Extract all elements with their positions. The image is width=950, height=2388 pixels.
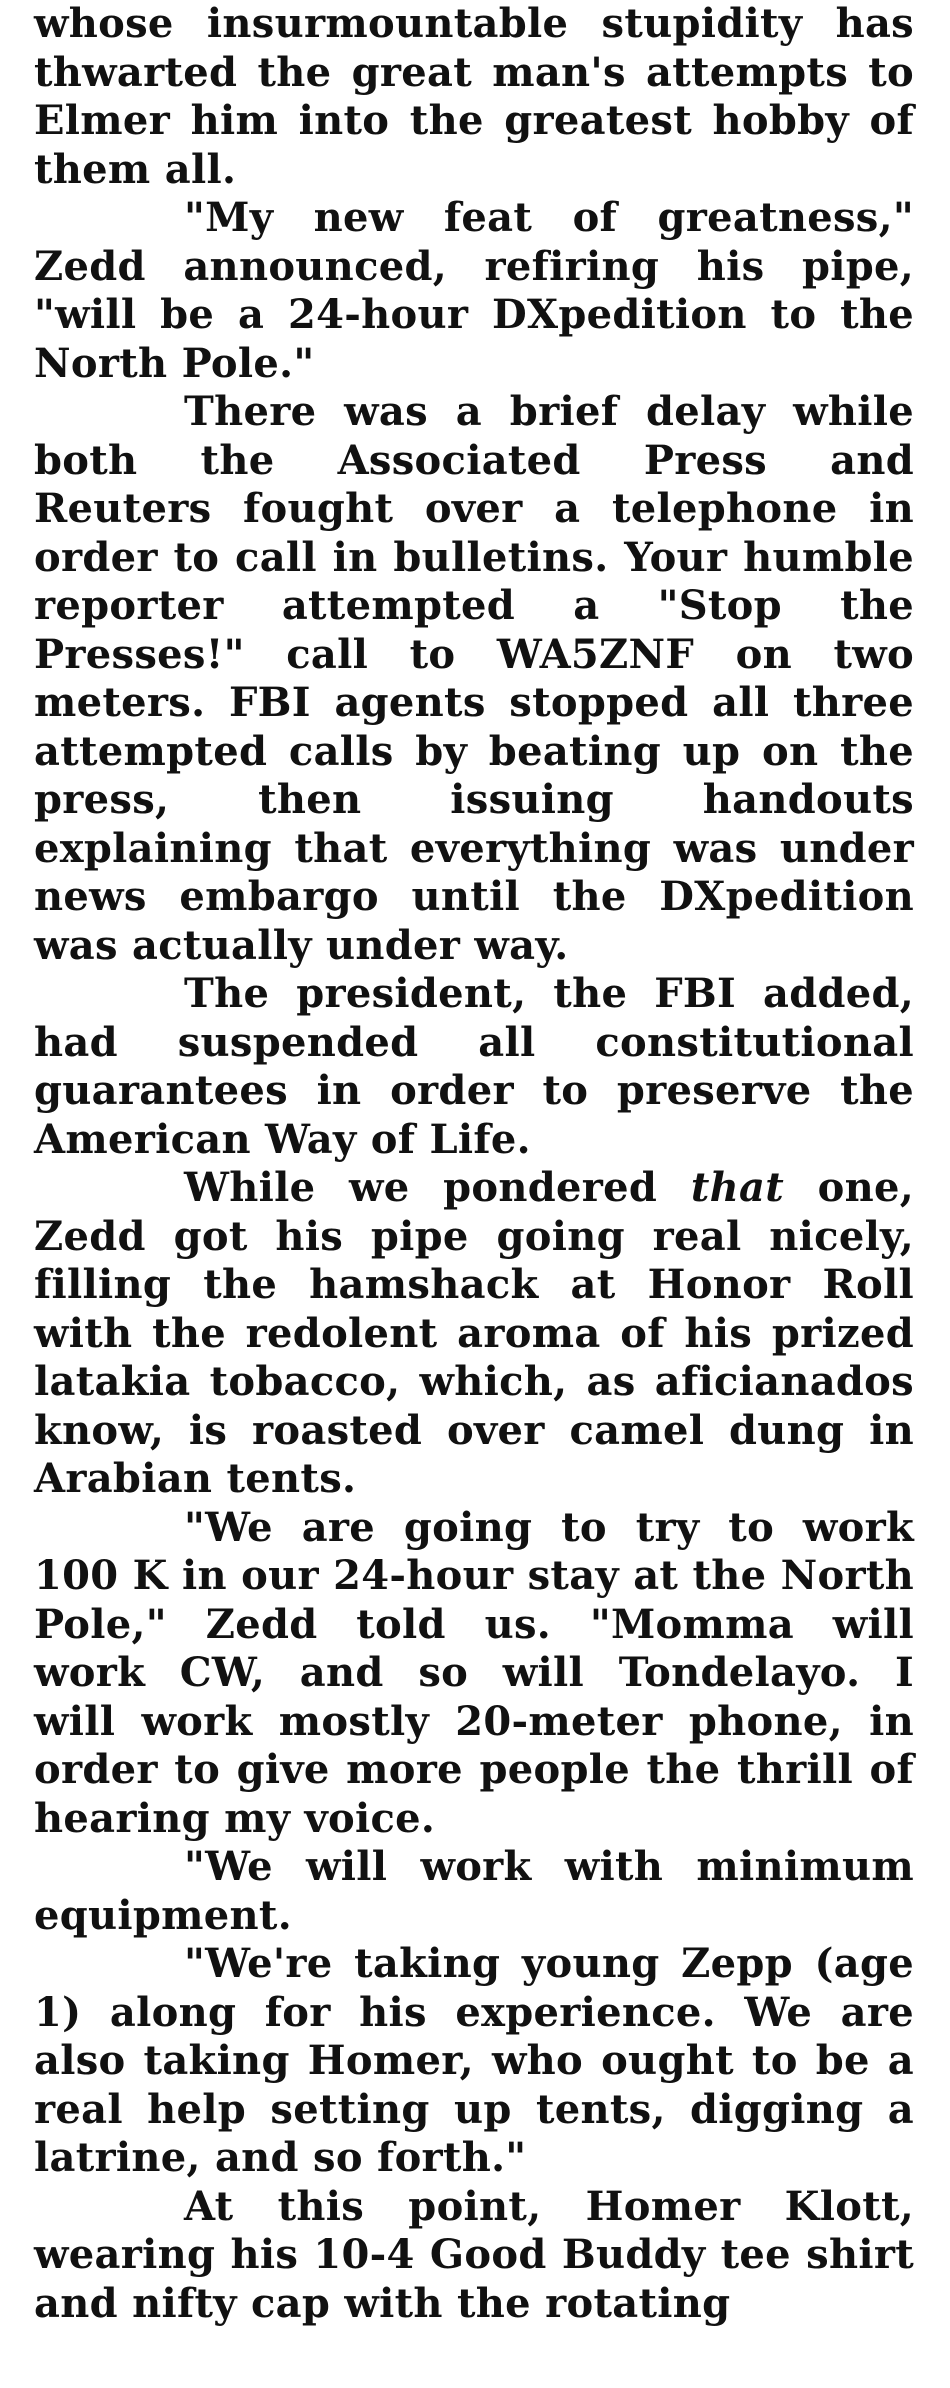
italic-word: that [690,1164,785,1211]
paragraph [34,2183,914,2329]
text-line: hearing my voice. [34,1794,436,1842]
text-line: and nifty cap with the rotating [34,2279,731,2327]
text-line: North Pole." [34,339,315,387]
text-line: "We're taking young Zepp (age [184,1940,914,1987]
text-line: Presses!" call to WA5ZNF on two [34,630,914,678]
text-line: whose insurmountable stupidity has [34,0,914,47]
text-line: Reuters fought over a telephone in [34,485,914,532]
text-line: The president, the FBI added, [184,970,914,1017]
paragraph [34,0,914,194]
text-line: "We are going to try to work [184,1503,914,1551]
text-line: latakia tobacco, which, as aficianados [34,1358,914,1405]
text-line: meters. FBI agents stopped all three [34,679,914,726]
text-line: order to call in bulletins. Your humble [34,533,914,581]
text-line: will work mostly 20-meter phone, in [34,1697,914,1745]
text-run: one, [784,1164,915,1211]
text-line: reporter attempted a "Stop the [34,582,914,629]
text-line: know, is roasted over camel dung in [34,1406,914,1454]
text-line: explaining that everything was under [34,824,914,872]
text-line: equipment. [34,1891,292,1939]
text-line: guarantees in order to preserve the [34,1067,914,1114]
text-line: filling the hamshack at Honor Roll [34,1261,914,1308]
paragraph [34,388,914,970]
text-line: work CW, and so will Tondelayo. I [34,1649,914,1696]
text-line: "My new feat of greatness," [184,194,914,241]
text-line: Arabian tents. [34,1455,357,1502]
text-line: also taking Homer, who ought to be a [34,2037,914,2084]
paragraph [34,1940,914,2183]
text-line: latrine, and so forth." [34,2134,527,2181]
text-line: press, then issuing handouts [34,776,914,823]
text-line: them all. [34,145,237,193]
text-line: Pole," Zedd told us. "Momma will [34,1600,914,1648]
text-line: 100 K in our 24-hour stay at the North [34,1552,914,1599]
text-line: with the redolent aroma of his prized [34,1309,914,1357]
text-line: Zedd got his pipe going real nicely, [34,1212,914,1260]
text-line: thwarted the great man's attempts to [34,48,914,96]
paragraph [34,1164,914,1504]
text-line: wearing his 10-4 Good Buddy tee shirt [34,2231,914,2278]
paragraph [34,1843,914,1940]
text-line: There was a brief delay while [184,388,914,435]
text-line: American Way of Life. [34,1115,531,1163]
text-line: 1) along for his experience. We are [34,1988,914,2036]
text-line: news embargo until the DXpedition [34,873,914,920]
text-line: order to give more people the thrill of [34,1746,914,1793]
text-line: had suspended all constitutional [34,1018,914,1066]
text-line: real help setting up tents, digging a [34,2085,914,2133]
paragraph [34,970,914,1164]
text-line [34,1164,914,1213]
text-line: Zedd announced, refiring his pipe, [34,242,914,290]
text-line: was actually under way. [34,921,569,969]
text-line: attempted calls by beating up on the [34,727,914,775]
text-run: While we pondered [184,1164,691,1211]
text-line: "will be a 24-hour DXpedition to the [34,291,914,338]
paragraph [34,1504,914,1844]
paragraph [34,194,914,388]
text-line: At this point, Homer Klott, [184,2182,914,2230]
text-line: "We will work with minimum [184,1843,914,1890]
text-line: Elmer him into the greatest hobby of [34,97,914,144]
text-line: both the Associated Press and [34,436,914,484]
text-column [34,0,914,2328]
